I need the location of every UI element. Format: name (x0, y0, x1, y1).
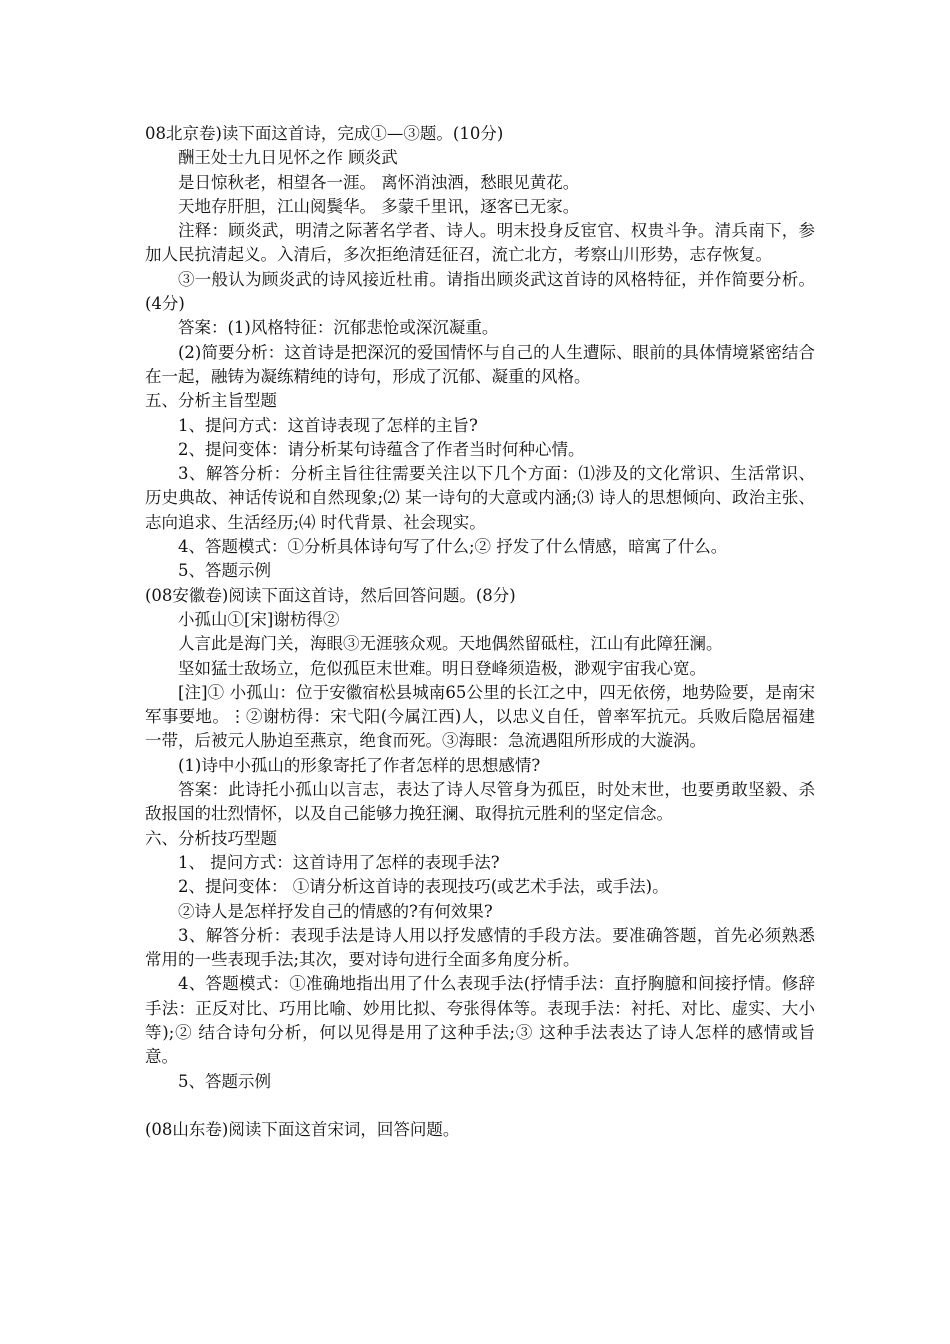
answer-paragraph: 答案：(1)风格特征：沉郁悲怆或深沉凝重。 (178, 318, 499, 338)
list-item: 2、提问变体： ①请分析这首诗的表现技巧(或艺术手法，或手法)。 (178, 877, 669, 897)
question-heading-shandong: (08山东卷)阅读下面这首宋词，回答问题。 (145, 1119, 460, 1139)
question-paragraph: ③一般认为顾炎武的诗风接近杜甫。请指出顾炎武这首诗的风格特征，并作简要分析。(4分) (145, 269, 815, 314)
list-item: 4、答题模式：①准确地指出用了什么表现手法(抒情手法：直抒胸臆和间接抒情。修辞手法：正反对比、巧用比喻、妙用比拟、夸张得体等。表现手法：衬托、对比、虚实、大小等);② 结合诗句分析，何以见得是用了这种手法;③ 这种手法表达了诗人怎样的感情或旨意。 (145, 974, 815, 1067)
list-item: 3、解答分析：分析主旨往往需要关注以下几个方面：⑴涉及的文化常识、生活常识、历史典故、神话传说和自然现象;⑵ 某一诗句的大意或内涵;⑶ 诗人的思想倾向、政治主张、志向追求、生活经历;⑷ 时代背景、社会现实。 (145, 464, 815, 532)
annotation-paragraph: 注释：顾炎武，明清之际著名学者、诗人。明末投身反宦官、权贵斗争。清兵南下，参加人民抗清起义。入清后，多次拒绝清廷征召，流亡北方，考察山川形势，志存恢复。 (145, 221, 815, 265)
list-item: 3、解答分析：表现手法是诗人用以抒发感情的手段方法。要准确答题，首先必须熟悉常用的一些表现手法;其次，要对诗句进行全面多角度分析。 (145, 925, 815, 970)
list-item: 2、提问变体：请分析某句诗蕴含了作者当时何种心情。 (178, 439, 585, 459)
poem-line: 天地存肝胆，江山阅鬓华。 多蒙千里讯，逐客已无家。 (178, 196, 580, 216)
list-item: 1、提问方式：这首诗表现了怎样的主旨? (178, 415, 478, 435)
question-heading-beijing: 08北京卷)读下面这首诗，完成①—③题。(10分) (145, 124, 504, 143)
section-heading: 五、分析主旨型题 (145, 391, 277, 411)
annotation-paragraph: [注]① 小孤山：位于安徽宿松县城南65公里的长江之中，四无依傍，地势险要，是南宋军事要地。⋮②谢枋得：宋弋阳(今属江西)人，以忠义自任，曾率军抗元。兵败后隐居福建一带，后被元人胁迫至燕京，绝食而死。③海眼：急流遇阻所形成的大漩涡。 (145, 682, 815, 751)
list-item: 5、答题示例 (178, 1071, 271, 1091)
blank-line (145, 1094, 815, 1118)
poem-title: 小孤山①[宋]谢枋得② (178, 609, 340, 629)
section-heading: 六、分析技巧型题 (145, 828, 277, 848)
poem-line: 是日惊秋老，相望各一涯。 离怀消浊酒，愁眼见黄花。 (178, 172, 580, 192)
list-item: 4、答题模式：①分析具体诗句写了什么;② 抒发了什么情感，暗寓了什么。 (178, 537, 728, 557)
document-body (145, 122, 815, 1142)
list-item: 5、答题示例 (178, 561, 271, 581)
poem-line: 坚如猛士敌场立，危似孤臣末世难。明日登峰须造极，渺观宇宙我心宽。 (178, 658, 706, 678)
question-paragraph: (1)诗中小孤山的形象寄托了作者怎样的思想感情? (178, 755, 541, 775)
poem-title: 酬王处士九日见怀之作 顾炎武 (178, 148, 398, 168)
list-item: 1、 提问方式：这首诗用了怎样的表现手法? (178, 852, 500, 872)
question-heading-anhui: (08安徽卷)阅读下面这首诗，然后回答问题。(8分) (145, 585, 516, 605)
poem-line: 人言此是海门关，海眼③无涯骇众观。天地偶然留砥柱，江山有此障狂澜。 (178, 634, 723, 654)
answer-paragraph: (2)简要分析：这首诗是把深沉的爱国情怀与自己的人生遭际、眼前的具体情境紧密结合在一起，融铸为凝练精纯的诗句，形成了沉郁、凝重的风格。 (145, 342, 815, 386)
answer-paragraph: 答案：此诗托小孤山以言志，表达了诗人尽管身为孤臣，时处末世，也要勇敢坚毅、杀敌报国的壮烈情怀，以及自己能够力挽狂澜、取得抗元胜利的坚定信念。 (145, 780, 815, 824)
list-item: ②诗人是怎样抒发自己的情感的?有何效果? (178, 901, 493, 921)
